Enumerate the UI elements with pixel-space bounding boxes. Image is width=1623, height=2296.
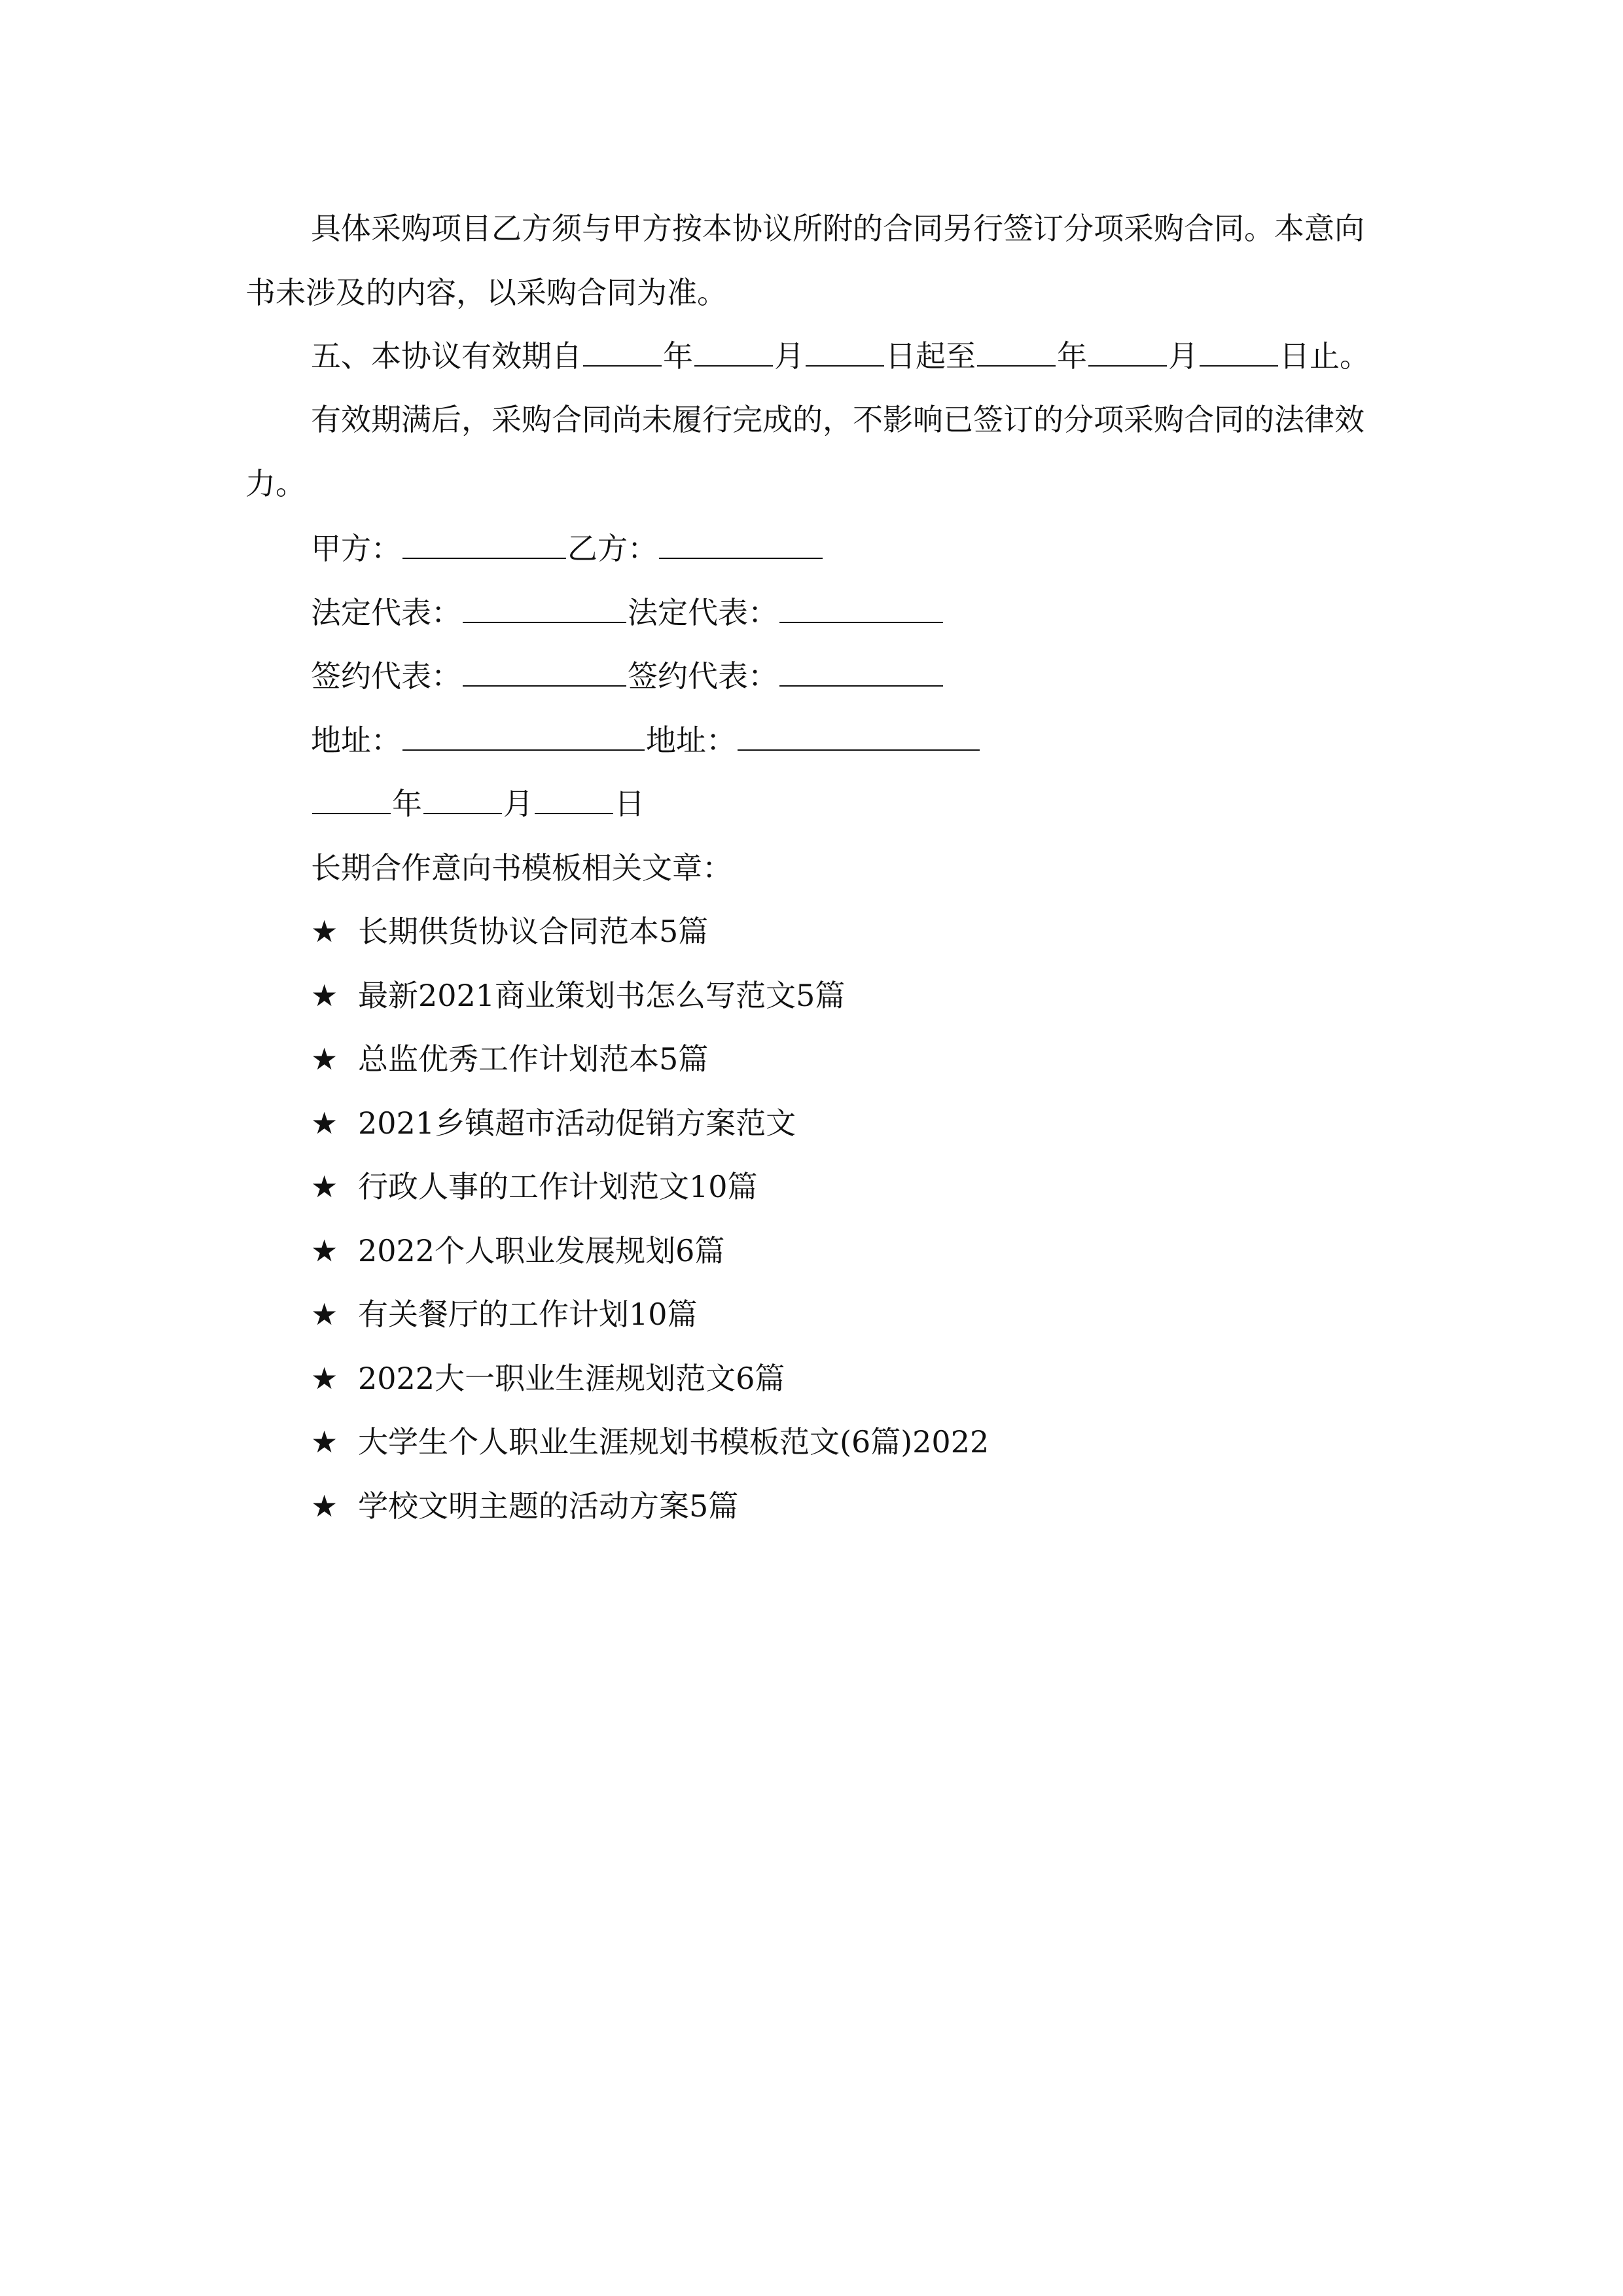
end-month-blank [1088, 336, 1167, 367]
start-day-blank [806, 336, 884, 367]
sign-month-blank [423, 784, 502, 814]
party-b-blank [659, 529, 823, 559]
validity-period-line [311, 336, 1370, 376]
start-month-blank [694, 336, 773, 367]
related-article-title: 总监优秀工作计划范本5篇 [358, 1041, 709, 1077]
end-month-label: 月 [1168, 338, 1198, 374]
start-month-label: 月 [774, 338, 804, 374]
related-article-link[interactable] [311, 1359, 785, 1398]
star-icon: ★ [311, 1297, 338, 1332]
party-a-label: 甲方： [311, 531, 401, 566]
end-day-label: 日止。 [1279, 338, 1370, 374]
related-article-link[interactable] [311, 912, 708, 951]
star-icon: ★ [311, 1424, 338, 1460]
related-article-title: 2021乡镇超市活动促销方案范文 [358, 1105, 796, 1141]
sign-rep-b-label: 签约代表： [628, 658, 778, 694]
related-article-link[interactable] [311, 1103, 796, 1143]
sign-rep-a-blank [463, 656, 626, 687]
sign-year-label: 年 [392, 786, 422, 821]
start-year-label: 年 [663, 338, 693, 374]
star-icon: ★ [311, 1488, 338, 1524]
address-b-blank [738, 721, 980, 751]
end-year-blank [977, 336, 1056, 367]
related-article-link[interactable] [311, 1231, 724, 1270]
related-article-title: 长期供货协议合同范本5篇 [358, 914, 709, 949]
star-icon: ★ [311, 1233, 338, 1268]
legal-representative-line [311, 593, 944, 632]
sign-rep-b-blank [779, 656, 943, 687]
address-a-label: 地址： [311, 723, 401, 758]
related-article-link[interactable] [311, 1295, 698, 1334]
signature-party-line [311, 529, 824, 568]
signing-date-line [311, 784, 645, 823]
star-icon: ★ [311, 978, 338, 1013]
related-article-link[interactable] [311, 1422, 989, 1462]
address-b-label: 地址： [646, 723, 736, 758]
related-article-title: 有关餐厅的工作计划10篇 [358, 1297, 698, 1332]
start-day-label: 日起至 [885, 338, 976, 374]
start-year-blank [583, 336, 662, 367]
paragraph-expiry: 有效期满后，采购合同尚未履行完成的，不影响已签订的分项采购合同的法律效力。 [245, 402, 1364, 501]
end-year-label: 年 [1057, 338, 1087, 374]
related-article-title: 行政人事的工作计划范文10篇 [358, 1169, 758, 1204]
legal-rep-b-label: 法定代表： [628, 595, 778, 630]
related-article-title: 2022个人职业发展规划6篇 [358, 1233, 725, 1268]
related-article-title: 2022大一职业生涯规划范文6篇 [358, 1361, 785, 1396]
star-icon: ★ [311, 1169, 338, 1204]
paragraph-procurement-contract: 具体采购项目乙方须与甲方按本协议所附的合同另行签订分项采购合同。本意向书未涉及的内容，以采购合同为准。 [245, 211, 1364, 310]
related-articles-heading: 长期合作意向书模板相关文章： [311, 850, 732, 886]
related-article-link[interactable] [311, 1167, 758, 1206]
star-icon: ★ [311, 1041, 338, 1077]
related-article-title: 学校文明主题的活动方案5篇 [358, 1488, 739, 1524]
end-day-blank [1200, 336, 1278, 367]
sign-year-blank [312, 784, 391, 814]
star-icon: ★ [311, 1105, 338, 1141]
related-article-link[interactable] [311, 976, 845, 1015]
legal-rep-a-label: 法定代表： [311, 595, 461, 630]
sign-rep-a-label: 签约代表： [311, 658, 461, 694]
star-icon: ★ [311, 914, 338, 949]
related-article-title: 最新2021商业策划书怎么写范文5篇 [358, 978, 846, 1013]
sign-month-label: 月 [503, 786, 533, 821]
signing-representative-line [311, 656, 944, 696]
related-article-title: 大学生个人职业生涯规划书模板范文(6篇)2022 [358, 1424, 990, 1460]
address-a-blank [402, 721, 645, 751]
legal-rep-a-blank [463, 593, 626, 623]
sign-day-label: 日 [615, 786, 645, 821]
legal-rep-b-blank [779, 593, 943, 623]
validity-prefix: 五、本协议有效期自 [311, 338, 582, 374]
party-b-label: 乙方： [567, 531, 658, 566]
address-line [311, 721, 981, 760]
related-article-link[interactable] [311, 1039, 708, 1079]
party-a-blank [402, 529, 566, 559]
related-article-link[interactable] [311, 1486, 738, 1526]
sign-day-blank [535, 784, 613, 814]
star-icon: ★ [311, 1361, 338, 1396]
